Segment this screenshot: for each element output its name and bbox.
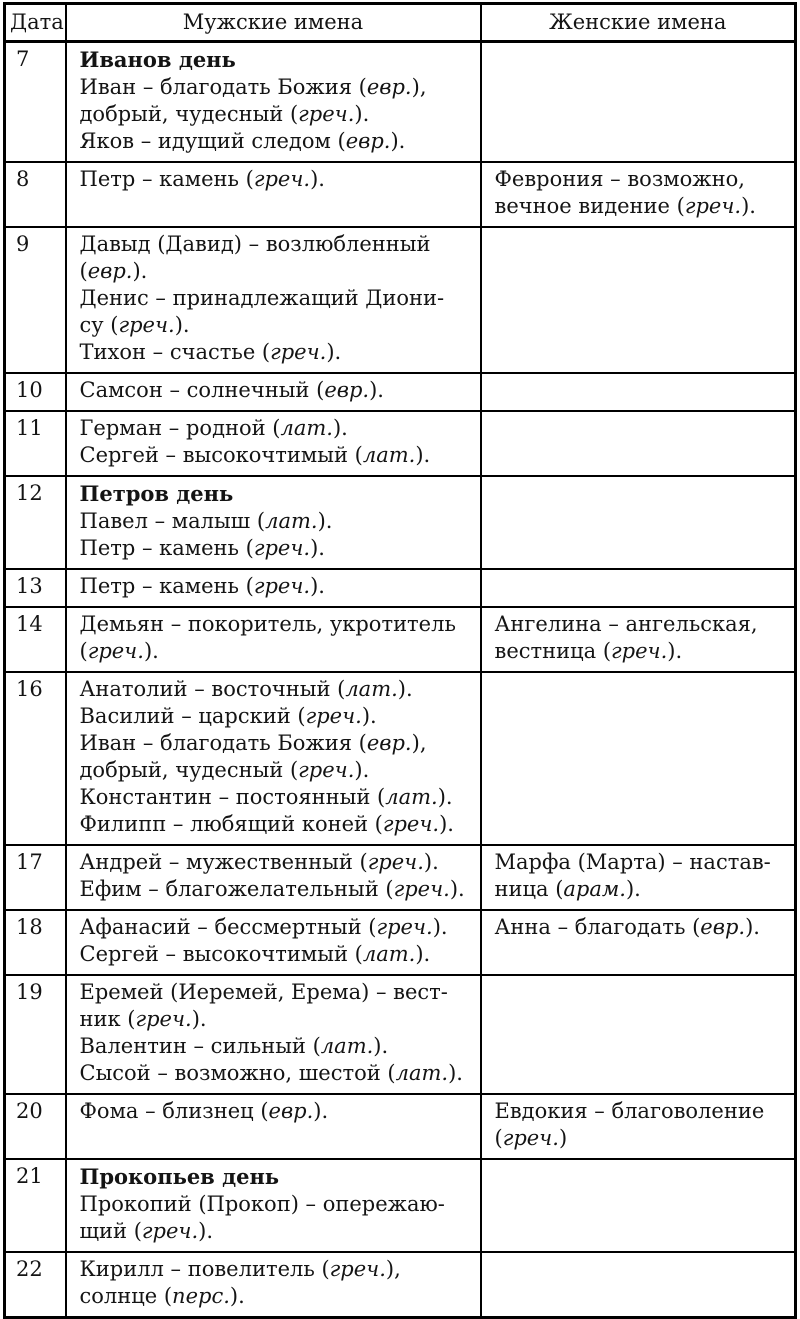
table-row [5,411,796,476]
male-names-cell: Иванов день Иван – благодать Божия (евр.), добрый, чудесный (греч.). Яков – идущий следом (евр.). [66,42,481,163]
table-row [5,910,796,975]
table-row [5,1094,796,1159]
date-cell: 11 [5,411,66,476]
date-cell: 7 [5,42,66,163]
date-cell: 17 [5,845,66,910]
female-names-cell [481,975,796,1094]
female-names-cell [481,1252,796,1318]
male-names-cell: Петр – камень (греч.). [66,162,481,227]
table-row [5,845,796,910]
female-names-cell: Ангелина – ангельская, вестница (греч.). [481,607,796,672]
date-cell: 18 [5,910,66,975]
table-row [5,975,796,1094]
table-row [5,1159,796,1252]
male-names-cell: Петров день Павел – малыш (лат.). Петр – камень (греч.). [66,476,481,569]
female-names-cell [481,672,796,845]
male-names-cell: Афанасий – бессмертный (греч.). Сергей – высокочтимый (лат.). [66,910,481,975]
table-row [5,607,796,672]
female-names-cell: Анна – благодать (евр.). [481,910,796,975]
male-names-cell: Фома – близнец (евр.). [66,1094,481,1159]
male-names-cell: Демьян – покоритель, укротитель (греч.). [66,607,481,672]
male-names-cell: Самсон – солнечный (евр.). [66,373,481,411]
table-row [5,42,796,163]
table-row [5,162,796,227]
header-row [5,4,796,42]
male-names-cell: Андрей – мужественный (греч.). Ефим – благожелательный (греч.). [66,845,481,910]
female-names-cell [481,569,796,607]
header-female-names: Женские имена [481,4,796,42]
date-cell: 12 [5,476,66,569]
male-names-cell: Анатолий – восточный (лат.). Василий – царский (греч.). Иван – благодать Божия (евр.), добрый, чудесный (греч.). Константин – постоянный (лат.). Филипп – любящий коней (греч.). [66,672,481,845]
female-names-cell [481,227,796,373]
table-row [5,373,796,411]
date-cell: 14 [5,607,66,672]
table-row [5,672,796,845]
male-names-cell: Герман – родной (лат.). Сергей – высокочтимый (лат.). [66,411,481,476]
header-male-names: Мужские имена [66,4,481,42]
female-names-cell: Евдокия – благоволение (греч.) [481,1094,796,1159]
date-cell: 9 [5,227,66,373]
header-date: Дата [5,4,66,42]
date-cell: 10 [5,373,66,411]
male-names-cell: Давыд (Давид) – возлюбленный (евр.). Денис – принадлежащий Диони- су (греч.). Тихон – счастье (греч.). [66,227,481,373]
female-names-cell: Марфа (Марта) – настав- ница (арам.). [481,845,796,910]
table-row [5,476,796,569]
female-names-cell [481,476,796,569]
male-names-cell: Еремей (Иеремей, Ерема) – вест- ник (греч.). Валентин – сильный (лат.). Сысой – возможно, шестой (лат.). [66,975,481,1094]
female-names-cell [481,42,796,163]
table-row [5,227,796,373]
date-cell: 13 [5,569,66,607]
table-row [5,1252,796,1318]
female-names-cell [481,1159,796,1252]
name-days-table [3,2,797,1319]
table-body [5,42,796,1318]
female-names-cell [481,411,796,476]
date-cell: 8 [5,162,66,227]
date-cell: 20 [5,1094,66,1159]
male-names-cell: Петр – камень (греч.). [66,569,481,607]
date-cell: 19 [5,975,66,1094]
date-cell: 16 [5,672,66,845]
date-cell: 21 [5,1159,66,1252]
table-row [5,569,796,607]
female-names-cell [481,373,796,411]
male-names-cell: Кирилл – повелитель (греч.), солнце (перс.). [66,1252,481,1318]
date-cell: 22 [5,1252,66,1318]
female-names-cell: Феврония – возможно, вечное видение (греч.). [481,162,796,227]
male-names-cell: Прокопьев день Прокопий (Прокоп) – опережаю- щий (греч.). [66,1159,481,1252]
